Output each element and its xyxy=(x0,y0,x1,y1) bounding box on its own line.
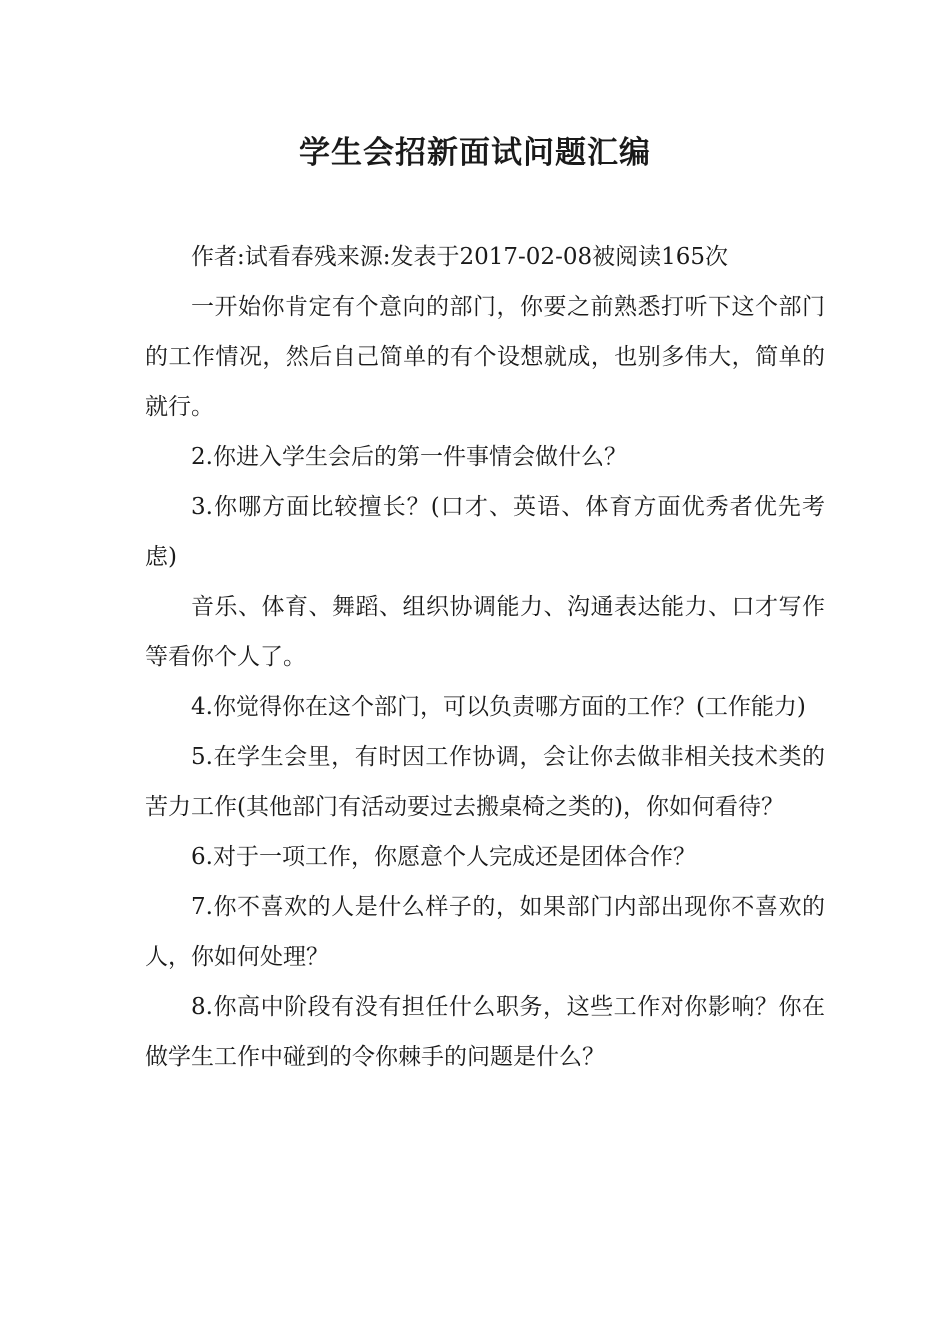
paragraph-question-5: 5.在学生会里，有时因工作协调，会让你去做非相关技术类的苦力工作(其他部门有活动要过去搬桌椅之类的)，你如何看待？ xyxy=(145,744,825,820)
page-title: 学生会招新面试问题汇编 xyxy=(299,135,651,171)
meta-line: 作者:试看春残来源:发表于2017-02-08被阅读165次 xyxy=(191,244,729,270)
paragraph-question-7: 7.你不喜欢的人是什么样子的，如果部门内部出现你不喜欢的人，你如何处理？ xyxy=(145,894,825,970)
paragraph-question-6: 6.对于一项工作，你愿意个人完成还是团体合作？ xyxy=(191,844,696,870)
paragraph-question-4: 4.你觉得你在这个部门，可以负责哪方面的工作？(工作能力) xyxy=(191,694,806,720)
document-body xyxy=(145,232,825,1082)
paragraph-question-8: 8.你高中阶段有没有担任什么职务，这些工作对你影响？你在做学生工作中碰到的令你棘手的问题是什么？ xyxy=(145,994,825,1070)
paragraph-question-2: 2.你进入学生会后的第一件事情会做什么？ xyxy=(191,444,627,470)
paragraph-answer-3: 音乐、体育、舞蹈、组织协调能力、沟通表达能力、口才写作等看你个人了。 xyxy=(145,594,825,670)
paragraph-intro: 一开始你肯定有个意向的部门，你要之前熟悉打听下这个部门的工作情况，然后自己简单的有个设想就成，也别多伟大，简单的就行。 xyxy=(145,294,825,420)
paragraph-question-3: 3.你哪方面比较擅长？(口才、英语、体育方面优秀者优先考虑) xyxy=(145,494,825,570)
